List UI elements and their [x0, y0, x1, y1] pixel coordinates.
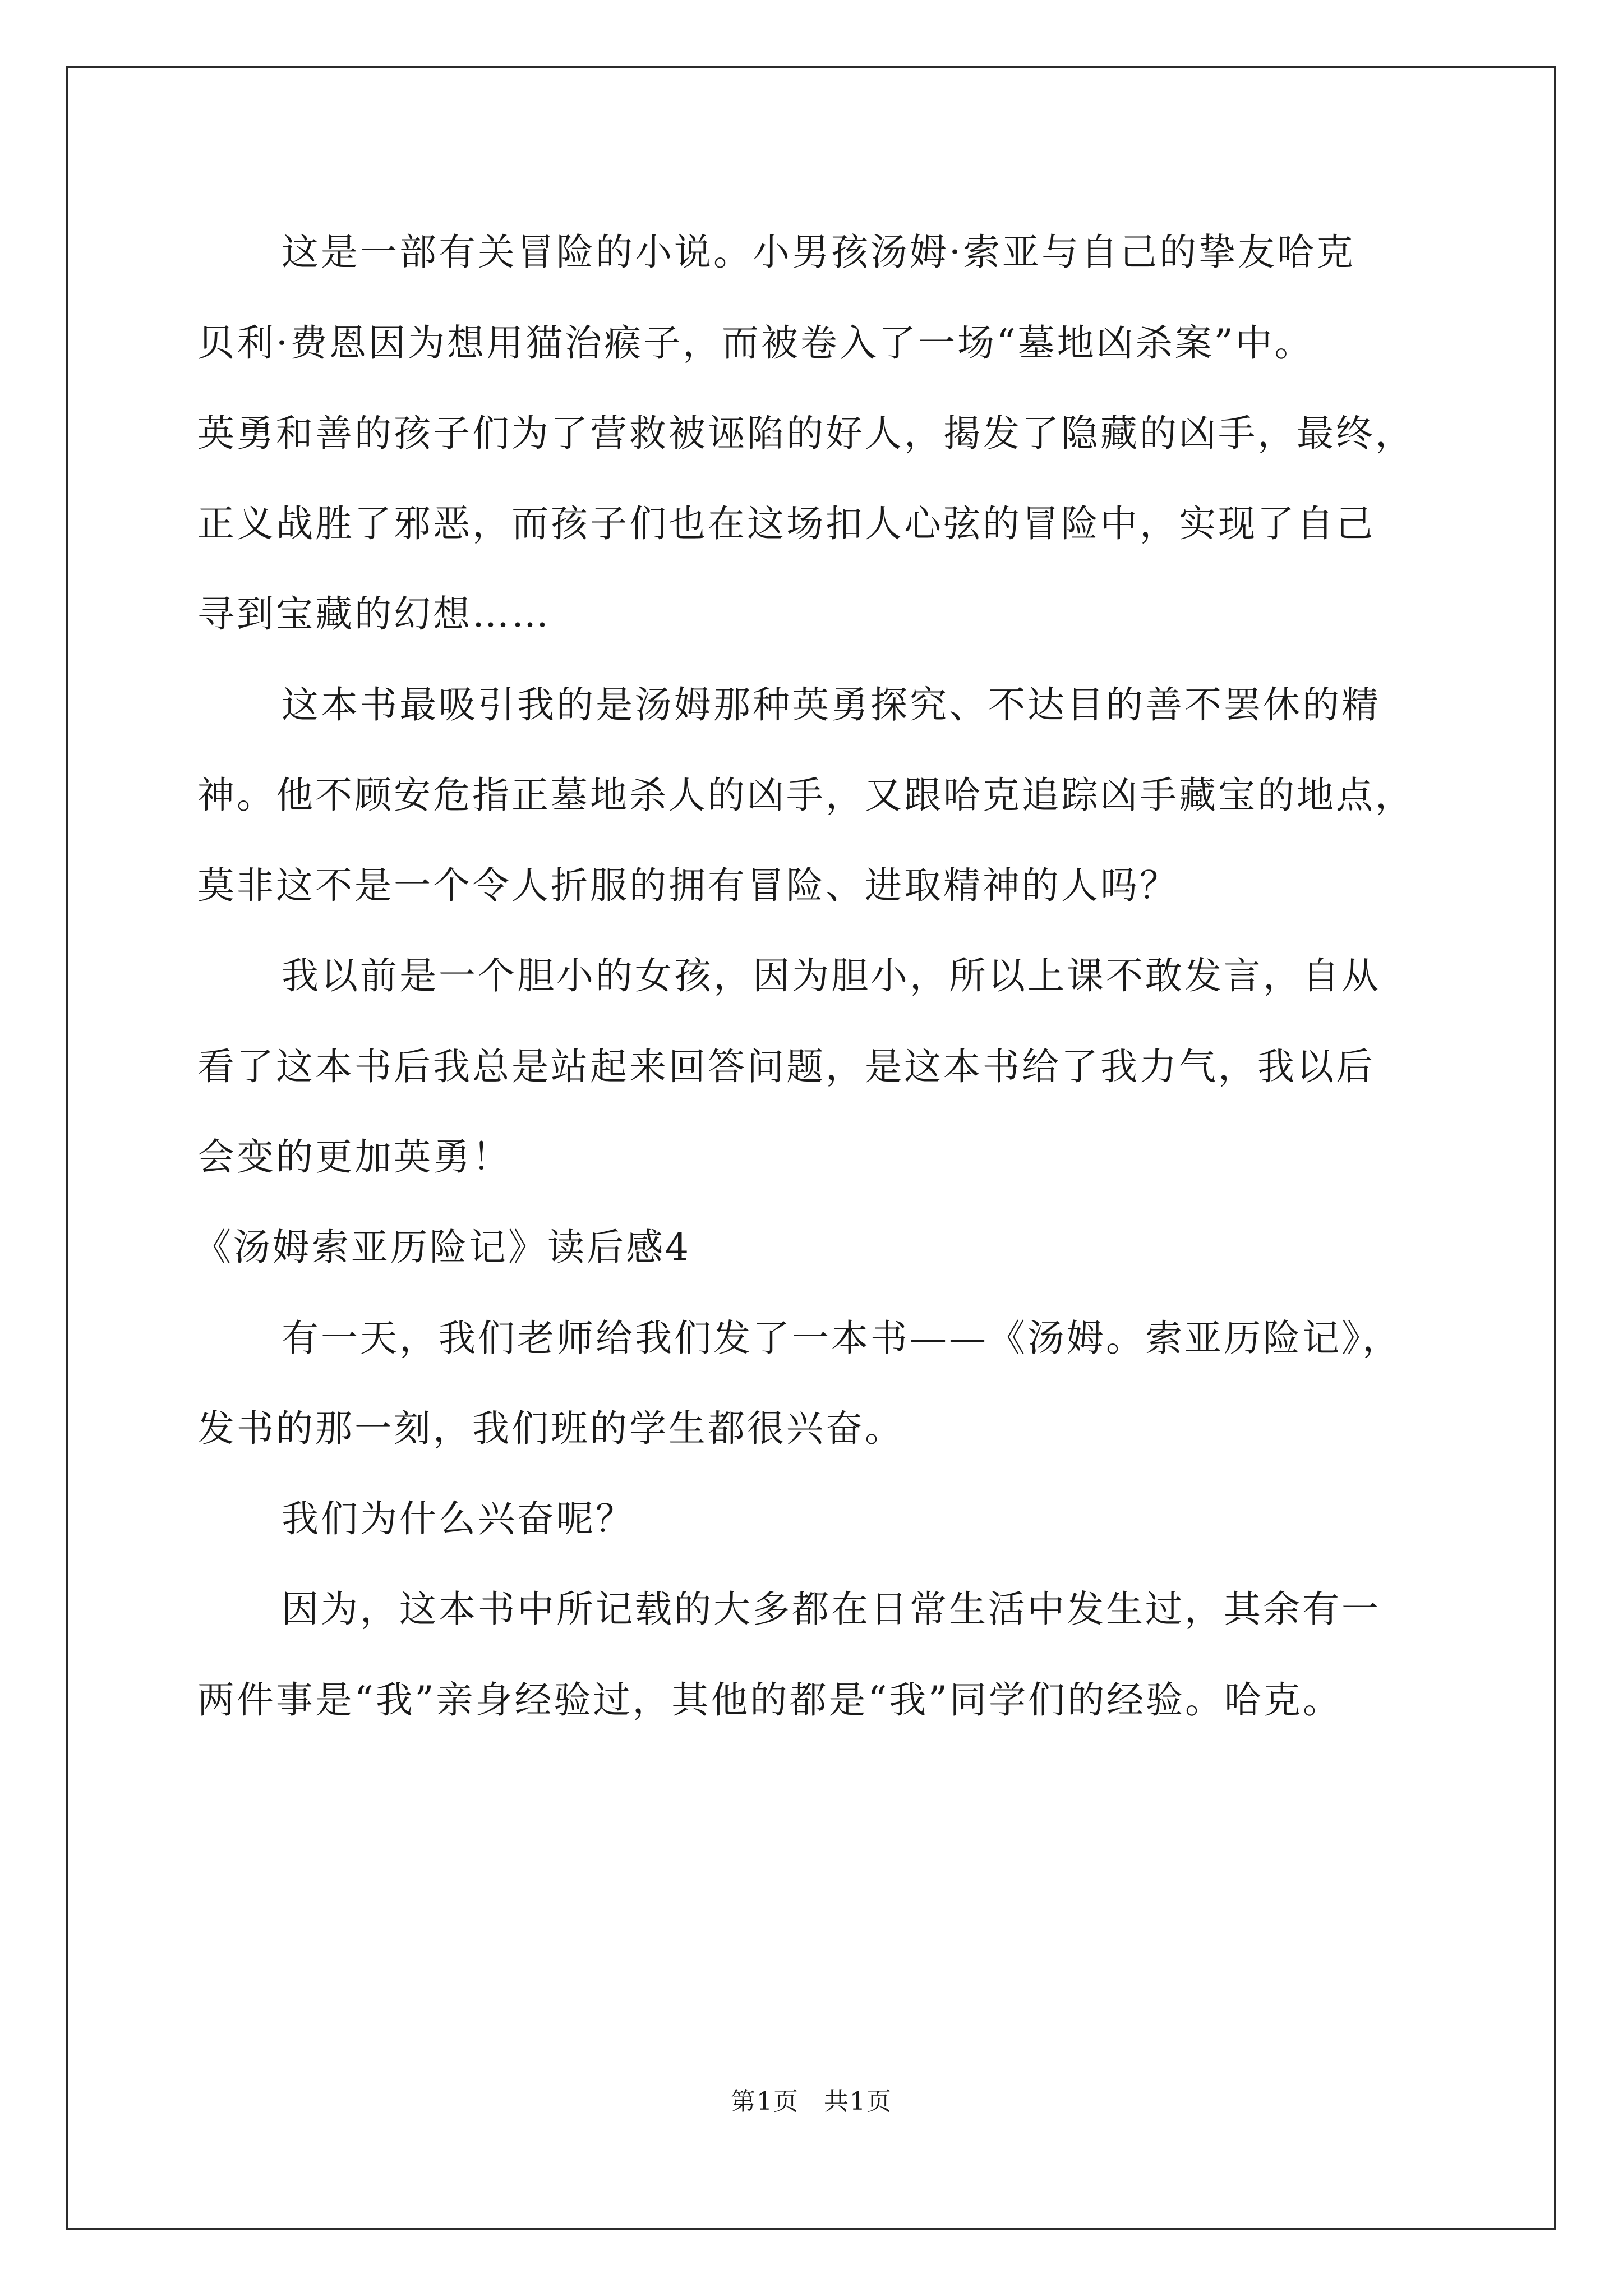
text-line: 我们为什么兴奋呢？ — [282, 1497, 635, 1540]
text-line: 神。他不顾安危指正墓地杀人的凶手，又跟哈克追踪凶手藏宝的地点， — [197, 774, 1414, 817]
text-line: 贝利·费恩因为想用猫治瘊子，而被卷入了一场“墓地凶杀案”中。 — [197, 321, 1314, 365]
text-line: 这是一部有关冒险的小说。小男孩汤姆·索亚与自己的挚友哈克 — [282, 231, 1355, 274]
text-line: 有一天，我们老师给我们发了一本书——《汤姆。索亚历险记》， — [282, 1317, 1401, 1360]
text-line: 莫非这不是一个令人折服的拥有冒险、进取精神的人吗？ — [197, 864, 1179, 907]
section-heading: 《汤姆索亚历险记》读后感4 — [194, 1226, 691, 1269]
text-line: 正义战胜了邪恶，而孩子们也在这场扣人心弦的冒险中，实现了自己 — [197, 502, 1375, 545]
text-line: 英勇和善的孩子们为了营救被诬陷的好人，揭发了隐藏的凶手，最终， — [197, 412, 1414, 455]
text-line: 会变的更加英勇！ — [197, 1135, 511, 1179]
text-line: 看了这本书后我总是站起来回答问题，是这本书给了我力气，我以后 — [197, 1045, 1375, 1088]
text-line: 这本书最吸引我的是汤姆那种英勇探究、不达目的善不罢休的精 — [282, 683, 1381, 726]
text-line: 因为，这本书中所记载的大多都在日常生活中发生过，其余有一 — [282, 1588, 1381, 1631]
page-number: 第1页 — [731, 2087, 799, 2116]
text-line: 寻到宝藏的幻想…… — [197, 592, 551, 636]
text-line: 我以前是一个胆小的女孩，因为胆小，所以上课不敢发言，自从 — [282, 954, 1381, 997]
text-line: 两件事是“我”亲身经验过，其他的都是“我”同学们的经验。哈克。 — [197, 1678, 1342, 1722]
page-footer — [0, 2085, 1623, 2119]
text-line: 发书的那一刻，我们班的学生都很兴奋。 — [197, 1407, 904, 1450]
page-total: 共1页 — [824, 2087, 892, 2116]
